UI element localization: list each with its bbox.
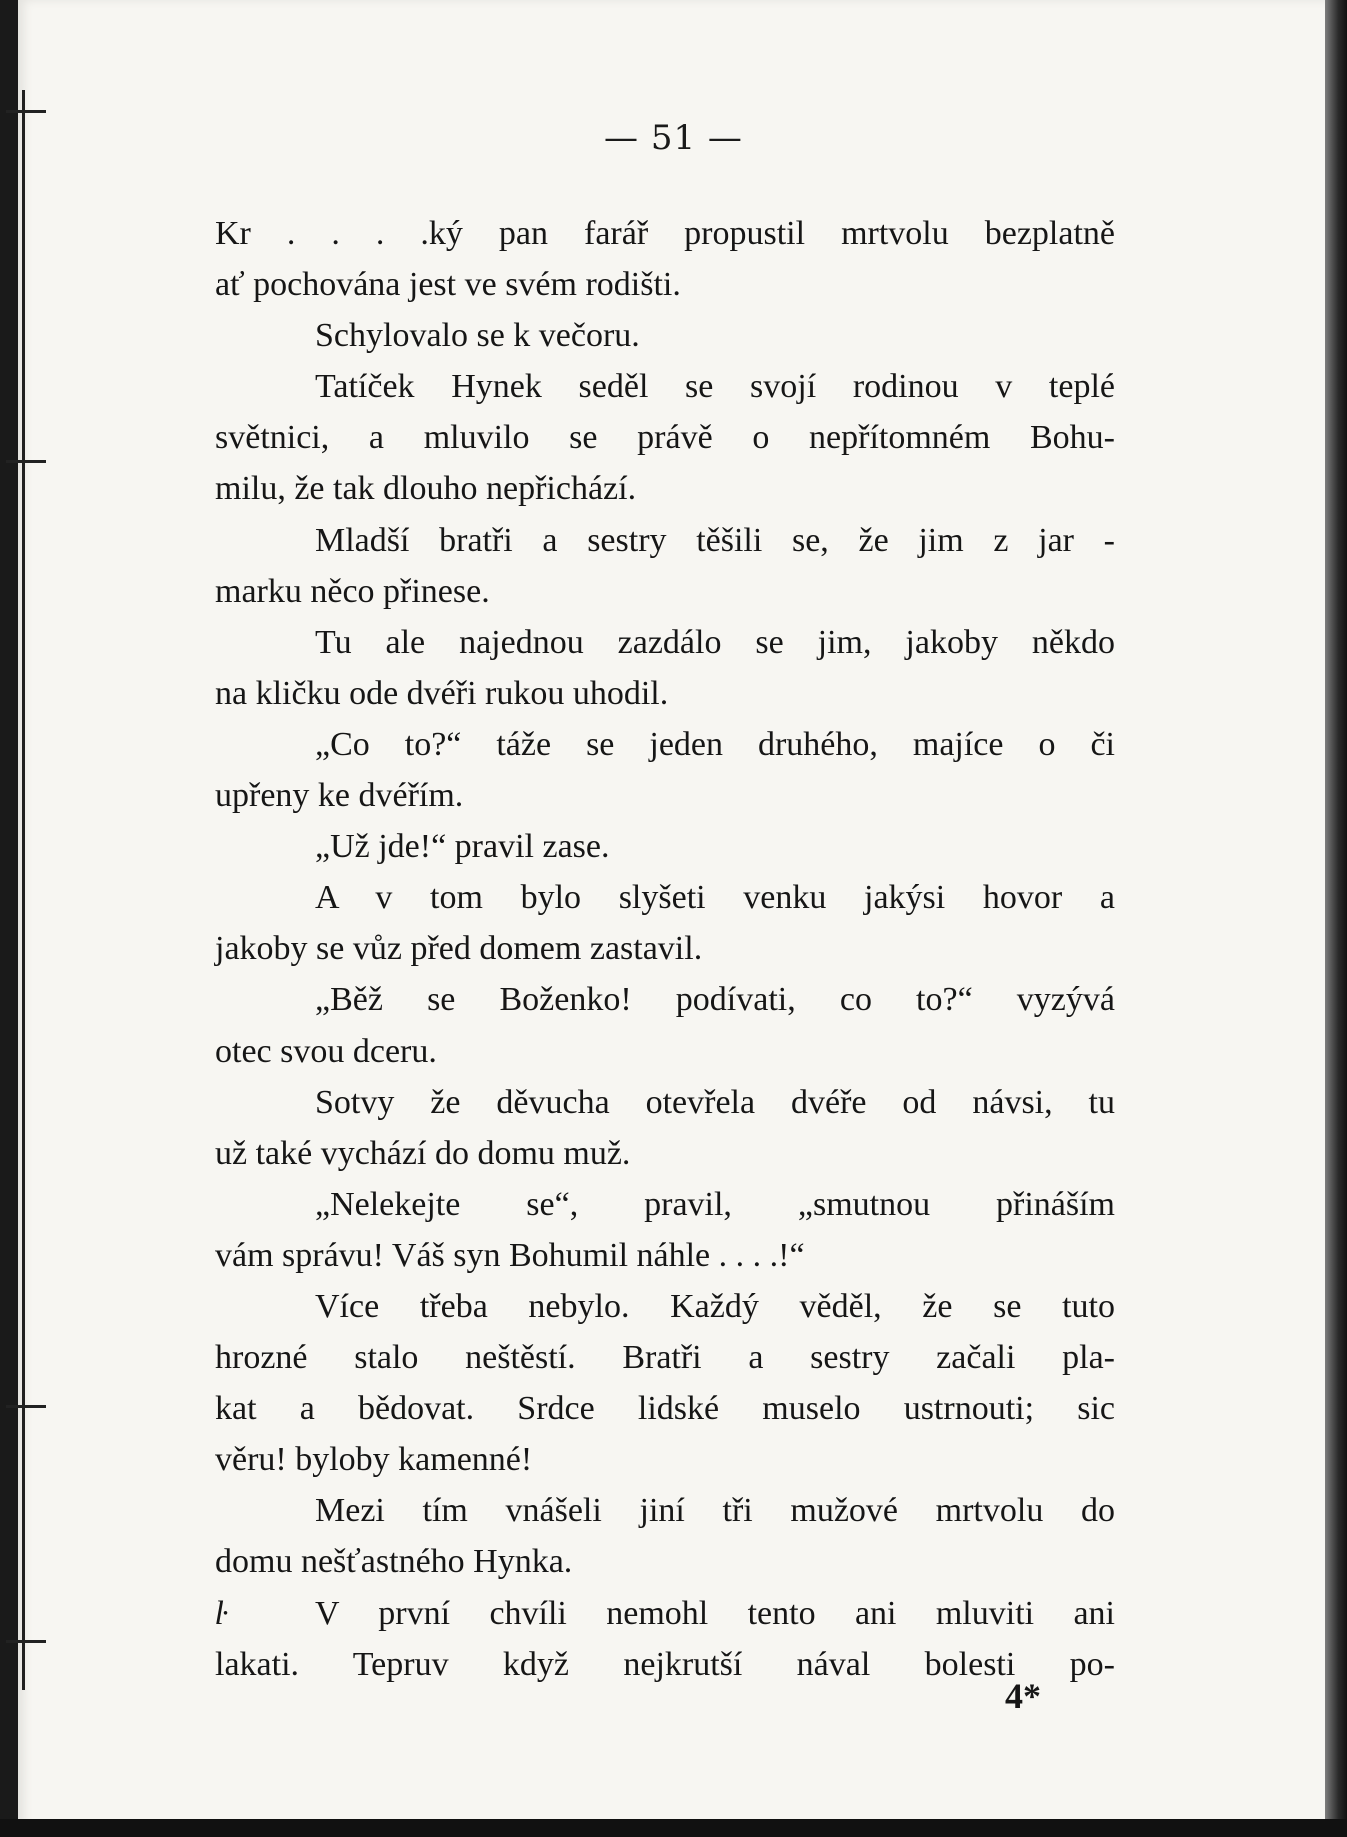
text-line-content: otec svou dceru. bbox=[215, 1032, 437, 1070]
page-number: — 51 — bbox=[604, 118, 743, 158]
page-edge-shadow bbox=[1325, 0, 1347, 1837]
text-line bbox=[215, 1281, 1115, 1332]
page-bottom-edge bbox=[0, 1819, 1347, 1837]
text-line bbox=[215, 1179, 1115, 1230]
text-line-content: V první chvíli nemohl tento ani mluviti ani bbox=[315, 1594, 1115, 1632]
text-line bbox=[215, 974, 1115, 1025]
text-line-content: A v tom bylo slyšeti venku jakýsi hovor a bbox=[315, 879, 1115, 917]
text-line-content: marku něco přinese. bbox=[215, 572, 490, 610]
text-line bbox=[215, 1639, 1115, 1690]
text-line-content: domu nešťastného Hynka. bbox=[215, 1543, 573, 1581]
text-line-content: ať pochována jest ve svém rodišti. bbox=[215, 266, 681, 304]
text-line bbox=[215, 770, 1115, 821]
text-line bbox=[215, 259, 1115, 310]
text-line-content: Sotvy že děvucha otevřela dvéře od návsi, tu bbox=[315, 1083, 1115, 1121]
text-line bbox=[215, 923, 1115, 974]
text-line-content: Tatíček Hynek seděl se svojí rodinou v teplé bbox=[315, 368, 1115, 406]
binding-mark bbox=[6, 1405, 46, 1408]
text-line bbox=[215, 361, 1115, 412]
text-line bbox=[215, 1128, 1115, 1179]
text-line bbox=[215, 1230, 1115, 1281]
text-line-content: Mezi tím vnášeli jiní tři mužové mrtvolu do bbox=[315, 1492, 1115, 1530]
text-line-content: věru! byloby kamenné! bbox=[215, 1441, 533, 1479]
text-line-content: kat a bědovat. Srdce lidské muselo ustrnouti; sic bbox=[215, 1390, 1115, 1428]
text-line-content: Tu ale najednou zazdálo se jim, jakoby někdo bbox=[315, 623, 1115, 661]
text-line bbox=[215, 668, 1115, 719]
text-line-content: vám správu! Váš syn Bohumil náhle . . . .!“ bbox=[215, 1236, 805, 1274]
text-line-content: upřeny ke dvéřím. bbox=[215, 777, 464, 815]
text-line bbox=[215, 515, 1115, 566]
body-text bbox=[215, 208, 1115, 1690]
text-line-content: „Běž se Boženko! podívati, co to?“ vyzývá bbox=[315, 981, 1115, 1019]
binding-mark bbox=[6, 110, 46, 113]
text-line bbox=[215, 1332, 1115, 1383]
binding-mark bbox=[6, 1640, 46, 1643]
text-line-content: Mladší bratři a sestry těšili se, že jim z jar - bbox=[315, 521, 1115, 559]
text-line-content: hrozné stalo neštěstí. Bratři a sestry začali pla- bbox=[215, 1339, 1115, 1377]
text-line bbox=[215, 1485, 1115, 1536]
text-line-content: „Co to?“ táže se jeden druhého, majíce o či bbox=[315, 725, 1115, 763]
text-line bbox=[215, 719, 1115, 770]
text-line-content: jakoby se vůz před domem zastavil. bbox=[215, 930, 703, 968]
text-line bbox=[215, 463, 1115, 514]
text-line bbox=[215, 310, 1115, 361]
text-line bbox=[215, 1026, 1115, 1077]
text-line bbox=[215, 821, 1115, 872]
text-line bbox=[215, 617, 1115, 668]
text-line bbox=[215, 1383, 1115, 1434]
text-line-content: na kličku ode dvéři rukou uhodil. bbox=[215, 674, 669, 712]
text-line-content: Kr . . . .ký pan farář propustil mrtvolu bezplatně bbox=[215, 215, 1115, 252]
text-line bbox=[215, 566, 1115, 617]
text-line-content: světnici, a mluvilo se právě o nepřítomném Bohu- bbox=[215, 419, 1115, 457]
binding-mark bbox=[6, 460, 46, 463]
text-line-content: Více třeba nebylo. Každý věděl, že se tuto bbox=[315, 1287, 1115, 1325]
signature-mark: 4* bbox=[1005, 1676, 1041, 1716]
text-line bbox=[215, 1434, 1115, 1485]
text-line-content: lakati. Tepruv když nejkrutší nával bolesti po- bbox=[215, 1645, 1115, 1683]
text-line bbox=[215, 1077, 1115, 1128]
text-line bbox=[215, 208, 1115, 259]
text-line bbox=[215, 1588, 1115, 1639]
margin-mark: ŀ bbox=[215, 1594, 226, 1632]
text-line-content: už také vychází do domu muž. bbox=[215, 1134, 631, 1172]
text-line bbox=[215, 412, 1115, 463]
text-line-content: „Nelekejte se“, pravil, „smutnou přináším bbox=[315, 1185, 1115, 1223]
text-line-content: milu, že tak dlouho nepřichází. bbox=[215, 470, 637, 508]
text-line-content: „Už jde!“ pravil zase. bbox=[315, 828, 610, 866]
text-line bbox=[215, 1536, 1115, 1587]
text-line bbox=[215, 872, 1115, 923]
binding-line bbox=[22, 90, 25, 1690]
text-line-content: Schylovalo se k večoru. bbox=[315, 317, 640, 355]
